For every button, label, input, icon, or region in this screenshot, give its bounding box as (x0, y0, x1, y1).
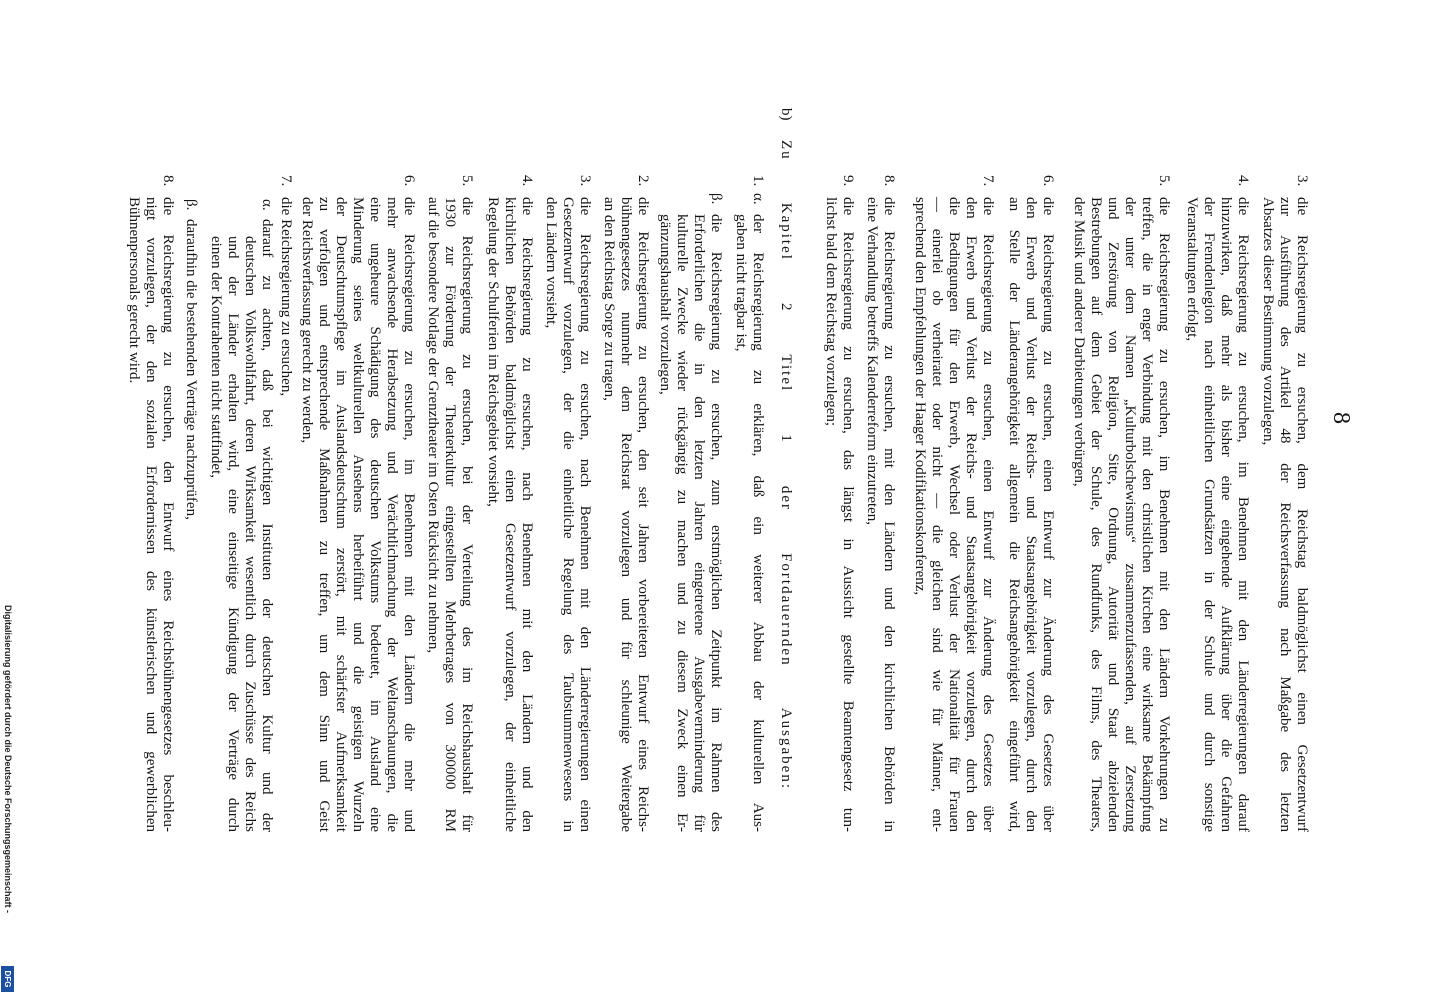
text-line: den Erwerb und Verlust der Reichs- und Staatsangehörigkeit vorzulegen, durch den (1023, 197, 1039, 832)
page-number: 8 (1328, 412, 1354, 424)
item-number: 2. (635, 175, 651, 187)
item-number: 9. (840, 175, 856, 187)
text-line: zur Ausführung des Artikel 48 der Reichsverfassung nach Maßgabe des letzten (1277, 197, 1293, 832)
digitization-credit: Digitalisierung gefördert durch die Deutsche Forschungsgemeinschaft - (3, 605, 13, 914)
text-line: der Fremdenlegion nach einheitlichen Grundsätzen in der Schule und durch sonstige (1201, 197, 1217, 832)
text-line: nigt vorzulegen, der den sozialen Erfordernissen des künstlerischen und gewerblichen (143, 197, 159, 832)
text-line: den Erwerb und Verlust der Reichs- und Staatsangehörigkeit vorzulegen, durch den (963, 197, 979, 832)
text-line: die Reichsregierung zu ersuchen, den Entwurf eines Reichsbühnengesetzes beschleu- (160, 197, 176, 832)
text-line: Erforderlichen die in den letzten Jahren eingetretene Ausgabeverminderung für (691, 214, 707, 832)
text-line: auf die besondere Notlage der Grenztheater im Osten Rücksicht zu nehmen, (425, 197, 441, 654)
subitem-marker: β. (183, 199, 199, 211)
text-line: bühnengesetzes nunmehr dem Reichsrat vorzulegen und für schleunige Weitergabe (618, 197, 634, 832)
text-line: die Reichsregierung zu ersuchen, im Benehmen mit den Ländern die mehr und (401, 197, 417, 832)
text-line: die Reichsregierung zu ersuchen, bei der Verteilung des im Reichshaushalt für (459, 197, 475, 832)
text-line: die Bedingungen für den Erwerb, Wechsel oder Verlust der Nationalität für Frauen (946, 197, 962, 832)
text-line: lichst bald dem Reichstag vorzulegen; (823, 197, 839, 427)
text-line: eine ungeheure Schädigung des deutschen Volkstums bedeutet, im Ausland eine (367, 197, 383, 832)
text-line: Regelung der Schulferien im Reichsgebiet vorsieht, (485, 197, 501, 507)
text-line: die Reichsregierung zu ersuchen, dem Reichstag baldmöglichst einen Gesetzentwurf (1294, 197, 1310, 832)
text-line: eine Verhandlung betreffs Kalenderreform einzutreten, (864, 197, 880, 526)
text-line: die Reichsregierung zu ersuchen, im Benehmen mit den Ländern Vorkehrungen zu (1156, 197, 1172, 832)
subitem-marker: α. (259, 199, 275, 211)
text-line: die Reichsregierung zu ersuchen, nach Benehmen mit den Länderregierungen einen (577, 197, 593, 832)
text-line: kulturelle Zwecke wieder rückgängig zu machen und zu diesem Zweck einen Er- (674, 214, 690, 832)
text-line: Gesetzentwurf vorzulegen, der die einheitliche Regelung des Taubstummenwesens in (560, 197, 576, 832)
text-line: an Stelle der Länderangehörigkeit allgemein die Reichsangehörigkeit eingeführt wird, (1006, 197, 1022, 832)
item-number: 8. (881, 175, 897, 187)
text-line: und Zerstörung von Religion, Sitte, Ordnung, Autorität und Staat abzielenden (1105, 197, 1121, 832)
section-marker: b) (778, 108, 794, 121)
text-line: mehr anwachsende Herabsetzung und Verächtlichmachung der Weltanschauungen, die (384, 197, 400, 832)
subitem-marker: α. (750, 193, 766, 205)
item-number: 4. (519, 175, 535, 187)
item-number: 6. (401, 175, 417, 187)
text-line: die Reichsregierung zu ersuchen, einen Entwurf zur Änderung des Gesetzes über (1040, 197, 1056, 832)
item-number: 5. (1156, 175, 1172, 187)
text-line: — einerlei ob verheiratet oder nicht — die gleichen sind wie für Männer, ent- (929, 197, 945, 832)
item-number: 1. (750, 175, 766, 187)
text-line: die Reichsregierung zu ersuchen, nach Benehmen mit den Ländern und den (519, 197, 535, 832)
text-line: kirchlichen Behörden baldmöglichst einen Gesetzentwurf vorzulegen, der einheitliche (502, 197, 518, 832)
text-line: Bühnenpersonals gerecht wird. (126, 197, 142, 384)
text-line: daraufhin die bestehenden Verträge nachzuprüfen, (183, 219, 199, 520)
text-line: die Reichsregierung zu ersuchen, (278, 197, 294, 397)
text-line: der Reichsregierung zu erklären, daß ein weiterer Abbau der kulturellen Aus- (750, 214, 766, 832)
item-number: 3. (577, 175, 593, 187)
text-line: Absatzes dieser Bestimmung vorzulegen, (1260, 197, 1276, 446)
text-line: einen der Kontrahenten nicht stattfindet, (208, 236, 224, 478)
item-number: 3. (1294, 175, 1310, 187)
text-line: gänzungshaushalt vorzulegen, (657, 214, 673, 395)
item-number: 4. (1235, 175, 1251, 187)
text-line: die Reichsregierung zu ersuchen, das längst in Aussicht gestellte Beamtengesetz tun- (840, 197, 856, 832)
subitem-marker: β. (708, 193, 724, 205)
text-line: der Reichsverfassung gerecht zu werden, (299, 197, 315, 444)
text-line: der Musik und anderer Darbietungen verbürgen, (1071, 197, 1087, 487)
text-line: gaben nicht tragbar ist, (733, 214, 749, 352)
item-number: 6. (1040, 175, 1056, 187)
text-line: deutschen Volkswohlfahrt, deren Wirksamkeit wesentlich durch Zuschüsse des Reichs (242, 236, 258, 832)
text-line: Bestrebungen auf dem Gebiet der Schule, des Rundfunks, des Films, des Theaters, (1088, 197, 1104, 832)
text-line: die Reichsregierung zu ersuchen, einen Entwurf zur Änderung des Gesetzes über (980, 197, 996, 832)
text-line: treffen, die in enger Verbindung mit den christlichen Kirchen eine wirksame Bekämpfung (1139, 197, 1155, 832)
item-number: 5. (459, 175, 475, 187)
text-line: und der Länder erhalten wird, eine einseitige Kündigung der Verträge durch (225, 236, 241, 832)
text-line: die Reichsregierung zu ersuchen, den seit Jahren vorbereiteten Entwurf eines Reichs- (635, 197, 651, 832)
item-number: 7. (980, 175, 996, 187)
text-line: sprechend den Empfehlungen der Haager Kodifikationskonferenz, (912, 197, 928, 596)
text-line: Veranstaltungen erfolgt, (1184, 197, 1200, 342)
text-line: darauf zu achten, daß bei wichtigen Instituten der deutschen Kultur und der (259, 219, 275, 832)
text-line: der Deutschtumspflege im Auslandsdeutschtum zerstört, mit schärfster Aufmerksamkeit (333, 197, 349, 832)
dfg-logo: DFG (1, 966, 14, 992)
text-line: Minderung seines weltkulturellen Ansehens herbeiführt und die geistigen Wurzeln (350, 197, 366, 832)
text-line: die Reichsregierung zu ersuchen, im Benehmen mit den Länderregierungen darauf (1235, 197, 1251, 832)
text-line: der unter dem Namen „Kulturbolschewismus“ zusammenzufassenden, auf Zersetzung (1122, 197, 1138, 832)
text-line: hinzuwirken, daß mehr als bisher eine eingehende Aufklärung über die Gefahren (1218, 197, 1234, 832)
text-line: an den Reichstag Sorge zu tragen, (601, 197, 617, 401)
text-line: die Reichsregierung zu ersuchen, zum erstmöglichen Zeitpunkt im Rahmen des (708, 214, 724, 832)
section-heading: Zu Kapitel 2 Titel 1 der Fortdauernden Ausgaben: (778, 140, 794, 790)
item-number: 8. (160, 175, 176, 187)
text-line: den Ländern vorsieht, (543, 197, 559, 329)
text-line: 1930 zur Förderung der Theaterkultur eingestellten Mehrbetrages von 300000 RM (442, 197, 458, 832)
text-line: zu verfolgen und entsprechende Maßnahmen zu treffen, um dem Sinn und Geist (316, 197, 332, 832)
item-number: 7. (278, 175, 294, 187)
text-line: die Reichsregierung zu ersuchen, mit den Ländern und den kirchlichen Behörden in (881, 197, 897, 832)
